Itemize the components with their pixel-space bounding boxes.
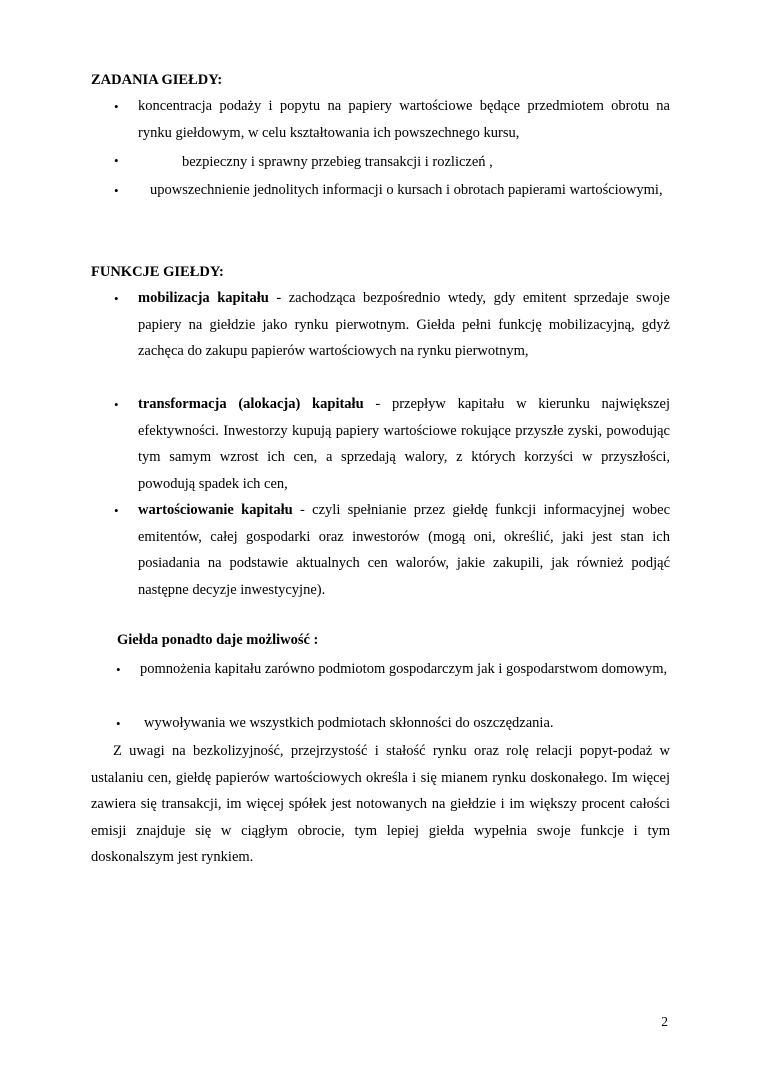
mozliwosci-item-2: wywoływania we wszystkich podmiotach skłonności do oszczędzania. (144, 715, 554, 731)
funkcje-item-2-term: transformacja (alokacja) kapitału (138, 396, 364, 412)
heading-funkcje: FUNKCJE GIEŁDY: (91, 264, 224, 280)
zadania-item-3: upowszechnienie jednolitych informacji o kursach i obrotach papierami wartościowymi, (150, 182, 663, 198)
funkcje-item-3 (138, 497, 670, 603)
funkcje-item-2-text: - przepływ kapitału w kierunku największej efektywności. Inwestorzy kupują papiery wartościowe rokujące przyszłe zyski, powodując tym samym wzrost ich cen, a sprzedają walory, z których korzyści w przyszłości, powodują spadek ich cen, (138, 396, 670, 492)
heading-zadania: ZADANIA GIEŁDY: (91, 72, 223, 88)
zadania-item-1: koncentracja podaży i popytu na papiery wartościowe będące przedmiotem obrotu na rynku giełdowym, w celu kształtowania ich powszechnego kursu, (138, 98, 670, 141)
bullet-icon: • (114, 183, 119, 198)
funkcje-item-2 (138, 391, 670, 497)
funkcje-item-1 (138, 285, 670, 365)
funkcje-item-1-term: mobilizacja kapitału (138, 290, 269, 306)
funkcje-item-1-text: - zachodząca bezpośrednio wtedy, gdy emitent sprzedaje swoje papiery na giełdzie jako rynku pierwotnym. Giełda pełni funkcję mobilizacyjną, gdyż zachęca do zakupu papierów wartościowych na rynku pierwotnym, (138, 290, 670, 359)
bullet-icon: • (114, 291, 119, 306)
bullet-icon: • (114, 99, 119, 114)
bullet-icon: • (114, 503, 119, 518)
bullet-icon: • (116, 662, 121, 677)
heading-mozliwosci: Giełda ponadto daje możliwość : (117, 632, 319, 648)
bullet-icon: • (114, 397, 119, 412)
page-number: 2 (661, 1014, 668, 1029)
funkcje-item-3-text: - czyli spełnianie przez giełdę funkcji informacyjnej wobec emitentów, całej gospodarki oraz inwestorów (mogą oni, określić, jaki jest stan ich posiadania na podstawie aktualnych cen walorów, jakie zakupili, jak również podjąć następne decyzje inwestycyjne). (138, 502, 671, 598)
bullet-icon: • (114, 153, 119, 168)
mozliwosci-item-1: pomnożenia kapitału zarówno podmiotom gospodarczym jak i gospodarstwom domowym, (140, 661, 668, 677)
zadania-item-2: bezpieczny i sprawny przebieg transakcji i rozliczeń , (182, 154, 493, 170)
funkcje-item-3-term: wartościowanie kapitału (138, 502, 293, 518)
closing-paragraph: Z uwagi na bezkolizyjność, przejrzystość i stałość rynku oraz rolę relacji popyt-podaż w ustalaniu cen, giełdę papierów wartościowych określa i się mianem rynku doskonałego. Im więcej zawiera się transakcji, im więcej spółek jest notowanych na giełdzie i im większy procent całości emisji znajduje się w ciągłym obrocie, tym lepiej giełda wypełnia swoje funkcje i tym doskonalszym jest rynkiem. (91, 743, 670, 865)
bullet-icon: • (116, 716, 121, 731)
